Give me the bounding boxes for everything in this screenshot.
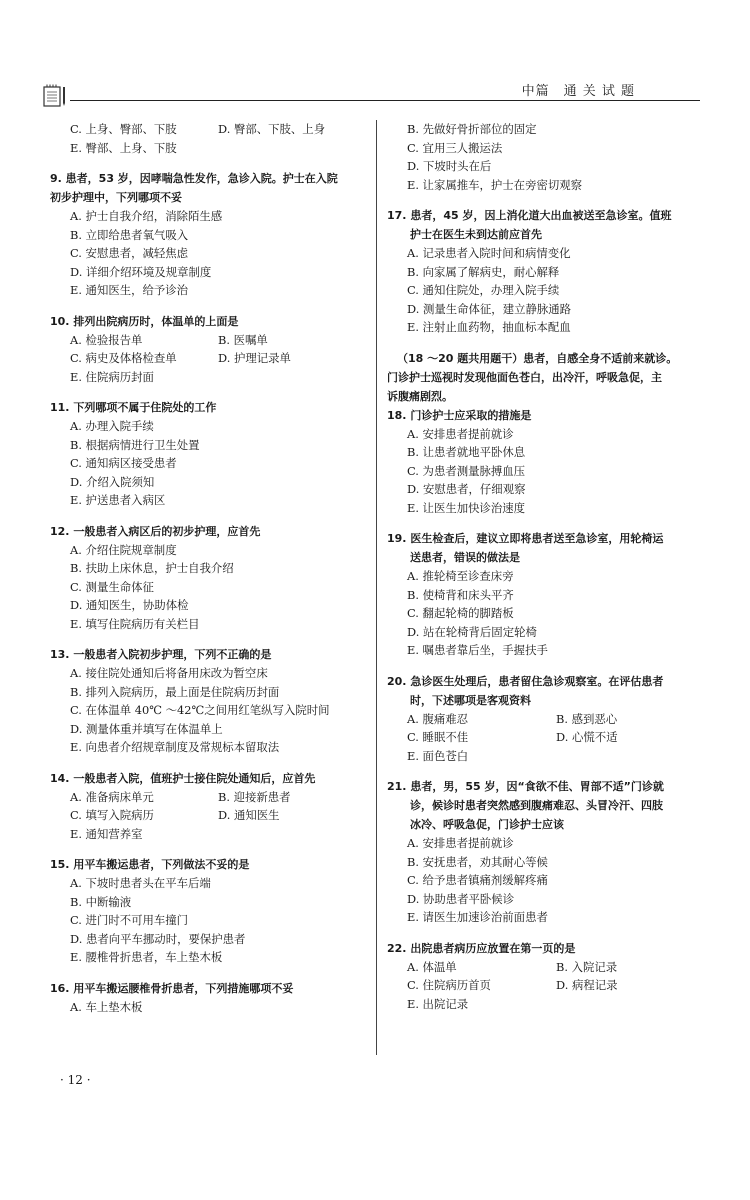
option: E. 填写住院病历有关栏目 bbox=[70, 616, 200, 631]
question-stem: 9. 患者，53 岁，因哮喘急性发作，急诊入院。护士在入院 bbox=[50, 172, 338, 185]
option: B. 根据病情进行卫生处置 bbox=[70, 437, 200, 452]
option: D. 通知医生，协助体检 bbox=[70, 598, 189, 612]
option: B. 让患者就地平卧休息 bbox=[407, 445, 526, 459]
option: D. 心慌不适 bbox=[556, 730, 618, 744]
question-14 bbox=[50, 769, 366, 844]
page-number: · 12 · bbox=[60, 1073, 91, 1087]
option: E. 护送患者入病区 bbox=[70, 493, 166, 507]
option: C. 住院病历首页 bbox=[407, 978, 491, 992]
question-stem: 初步护理中，下列哪项不妥 bbox=[50, 191, 182, 204]
question-10 bbox=[50, 312, 366, 387]
question-stem: 诊，候诊时患者突然感到腹痛难忍、头冒冷汗、四肢 bbox=[410, 799, 663, 812]
option: A. 体温单 bbox=[407, 959, 457, 974]
option: E. 腰椎骨折患者，车上垫木板 bbox=[70, 950, 223, 964]
column-divider bbox=[376, 120, 377, 1055]
option: B. 立即给患者氧气吸入 bbox=[70, 227, 189, 242]
question-stem: 20. 急诊医生处理后，患者留住急诊观察室。在评估患者 bbox=[387, 674, 664, 688]
question-stem: 13. 一般患者入院初步护理，下列不正确的是 bbox=[50, 648, 272, 661]
option: D. 通知医生 bbox=[218, 808, 280, 822]
option: E. 面色苍白 bbox=[407, 748, 469, 763]
option: B. 入院记录 bbox=[556, 959, 618, 974]
option: E. 向患者介绍规章制度及常规标本留取法 bbox=[70, 740, 280, 754]
option: D. 协助患者平卧候诊 bbox=[407, 891, 515, 906]
question-11 bbox=[50, 398, 366, 510]
option: E. 注射止血药物，抽血标本配血 bbox=[407, 320, 571, 334]
option: A. 安排患者提前就诊 bbox=[407, 836, 514, 850]
option: A. 腹痛难忍 bbox=[407, 711, 469, 726]
option: C. 睡眠不佳 bbox=[407, 730, 469, 744]
option: C. 测量生命体征 bbox=[70, 579, 154, 594]
question-20 bbox=[387, 672, 705, 766]
option: C. 填写入院病历 bbox=[70, 808, 154, 822]
option: A. 介绍住院规章制度 bbox=[70, 542, 177, 557]
question-stem: 14. 一般患者入院，值班护士接住院处通知后，应首先 bbox=[50, 771, 316, 785]
question-stem: 冰冷、呼吸急促，门诊护士应该 bbox=[410, 818, 564, 831]
notebook-icon bbox=[42, 84, 68, 108]
option: D. 安慰患者，仔细观察 bbox=[407, 482, 526, 496]
option: D. 介绍入院须知 bbox=[70, 474, 155, 489]
intro-line: 门诊护士巡视时发现他面色苍白，出冷汗，呼吸急促，主 bbox=[387, 370, 662, 384]
question-stem: 19. 医生检查后，建议立即将患者送至急诊室，用轮椅运 bbox=[387, 532, 664, 545]
option: D. 站在轮椅背后固定轮椅 bbox=[407, 624, 537, 639]
option: E. 嘱患者靠后坐，手握扶手 bbox=[407, 643, 548, 657]
option: D. 患者向平车挪动时，要保护患者 bbox=[70, 931, 246, 946]
option: B. 先做好骨折部位的固定 bbox=[407, 122, 537, 136]
carry-over-options bbox=[387, 120, 705, 194]
option: A. 准备病床单元 bbox=[70, 789, 154, 804]
question-stem: 时，下述哪项是客观资料 bbox=[410, 693, 531, 707]
option: A. 车上垫木板 bbox=[70, 999, 143, 1014]
question-stem: 12. 一般患者入病区后的初步护理，应首先 bbox=[50, 524, 261, 538]
option: A. 下坡时患者头在平车后端 bbox=[70, 876, 211, 890]
question-19 bbox=[387, 529, 705, 660]
right-column bbox=[387, 120, 705, 1025]
option: C. 通知病区接受患者 bbox=[70, 456, 177, 470]
option: E. 请医生加速诊治前面患者 bbox=[407, 910, 548, 924]
option: C. 宜用三人搬运法 bbox=[407, 140, 503, 155]
question-stem: 护士在医生未到达前应首先 bbox=[410, 228, 542, 241]
option: A. 记录患者入院时间和病情变化 bbox=[407, 246, 571, 260]
question-stem: 送患者，错误的做法是 bbox=[410, 551, 520, 564]
option: D. 详细介绍环境及规章制度 bbox=[70, 264, 212, 279]
option: C. 为患者测量脉搏血压 bbox=[407, 463, 526, 478]
option: A. 办理入院手续 bbox=[70, 419, 154, 433]
option: E. 住院病历封面 bbox=[70, 369, 154, 384]
question-stem: 15. 用平车搬运患者，下列做法不妥的是 bbox=[50, 858, 250, 871]
option: B. 排列入院病历，最上面是住院病历封面 bbox=[70, 684, 280, 699]
question-15 bbox=[50, 855, 366, 967]
intro-line: 诉腹痛剧烈。 bbox=[387, 389, 453, 403]
question-22 bbox=[387, 939, 705, 1014]
shared-question-intro bbox=[387, 349, 705, 406]
option: C. 翻起轮椅的脚踏板 bbox=[407, 606, 514, 620]
question-stem: 11. 下列哪项不属于住院处的工作 bbox=[50, 401, 217, 414]
option: D. 病程记录 bbox=[556, 978, 618, 992]
option: C. 安慰患者，减轻焦虑 bbox=[70, 246, 189, 260]
question-18 bbox=[387, 406, 705, 518]
option: E. 通知营养室 bbox=[70, 826, 143, 841]
left-column bbox=[50, 120, 366, 1028]
page-header-title: 中篇 通 关 试 题 bbox=[521, 84, 635, 99]
option: B. 感到恶心 bbox=[556, 711, 618, 726]
option: D. 护理记录单 bbox=[218, 351, 291, 365]
option: E. 让家属推车，护士在旁密切观察 bbox=[407, 177, 583, 192]
option: D. 测量生命体征，建立静脉通路 bbox=[407, 301, 572, 316]
question-12 bbox=[50, 522, 366, 634]
option: B. 中断输液 bbox=[70, 894, 132, 909]
option: B. 向家属了解病史，耐心解释 bbox=[407, 264, 560, 279]
question-stem: 17. 患者，45 岁，因上消化道大出血被送至急诊室。值班 bbox=[387, 209, 672, 222]
question-16 bbox=[50, 979, 366, 1017]
option: C. 给予患者镇痛剂缓解疼痛 bbox=[407, 873, 548, 887]
option: A. 推轮椅至诊查床旁 bbox=[407, 569, 514, 583]
header-rule bbox=[70, 100, 700, 101]
carry-over-options bbox=[50, 120, 366, 157]
option: B. 安抚患者，劝其耐心等候 bbox=[407, 854, 548, 869]
question-13 bbox=[50, 645, 366, 757]
option: E. 通知医生，给予诊治 bbox=[70, 283, 189, 297]
question-stem: 16. 用平车搬运腰椎骨折患者，下列措施哪项不妥 bbox=[50, 981, 294, 995]
option: A. 护士自我介绍，消除陌生感 bbox=[70, 209, 223, 223]
option: D. 测量体重并填写在体温单上 bbox=[70, 721, 223, 736]
option: A. 检验报告单 bbox=[70, 332, 143, 347]
option: C. 进门时不可用车撞门 bbox=[70, 913, 189, 927]
question-17 bbox=[387, 206, 705, 337]
option: C. 上身、臀部、下肢 bbox=[70, 122, 177, 136]
option: B. 扶助上床休息，护士自我介绍 bbox=[70, 561, 234, 575]
option: B. 使椅背和床头平齐 bbox=[407, 587, 514, 602]
option: C. 在体温单 40℃ ～42℃之间用红笔纵写入院时间 bbox=[70, 703, 330, 717]
option: C. 病史及体格检查单 bbox=[70, 351, 177, 365]
option: D. 臀部、下肢、上身 bbox=[218, 122, 326, 136]
option: B. 迎接新患者 bbox=[218, 789, 291, 804]
option: C. 通知住院处，办理入院手续 bbox=[407, 283, 560, 297]
option: D. 下坡时头在后 bbox=[407, 159, 492, 173]
option: A. 安排患者提前就诊 bbox=[407, 426, 514, 441]
question-stem: 10. 排列出院病历时，体温单的上面是 bbox=[50, 314, 239, 328]
intro-line: （18 ～20 题共用题干）患者，自感全身不适前来就诊。 bbox=[397, 351, 678, 365]
question-stem: 18. 门诊护士应采取的措施是 bbox=[387, 408, 532, 422]
option: E. 出院记录 bbox=[407, 996, 469, 1011]
option: A. 接住院处通知后将备用床改为暂空床 bbox=[70, 666, 268, 680]
question-21 bbox=[387, 777, 705, 927]
option: B. 医嘱单 bbox=[218, 332, 268, 347]
option: E. 臀部、上身、下肢 bbox=[70, 140, 177, 155]
question-stem: 22. 出院患者病历应放置在第一页的是 bbox=[387, 941, 576, 955]
option: E. 让医生加快诊治速度 bbox=[407, 500, 526, 515]
question-stem: 21. 患者，男，55 岁，因“食欲不佳、胃部不适”门诊就 bbox=[387, 780, 664, 793]
question-9 bbox=[50, 169, 366, 300]
